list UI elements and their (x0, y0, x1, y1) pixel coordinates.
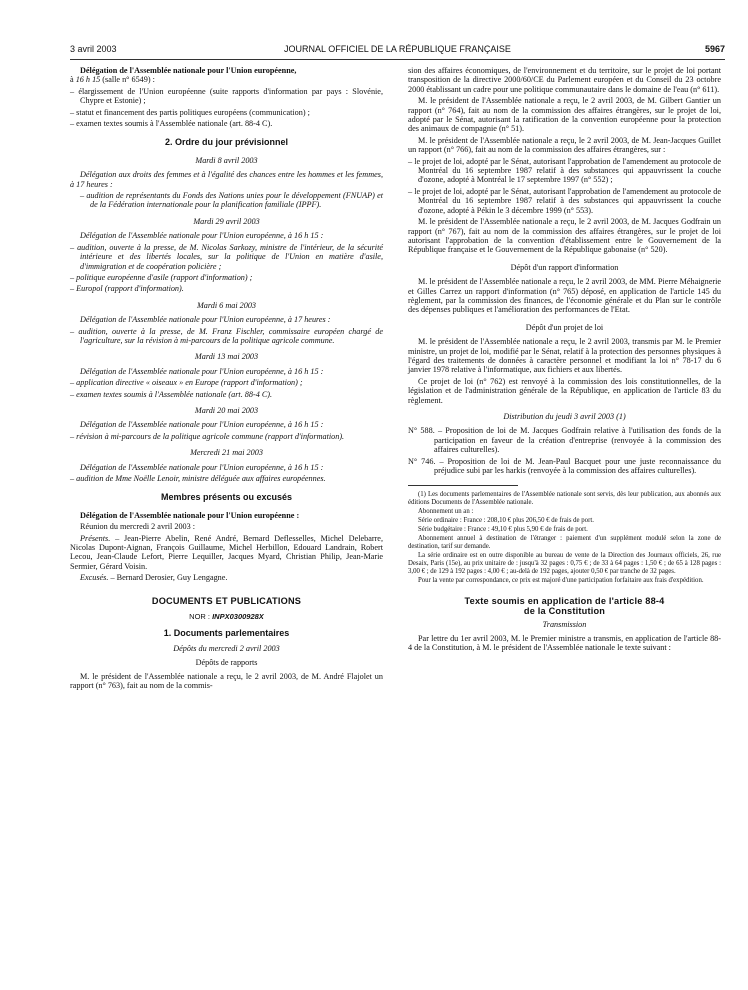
subsection-title: Dépôt d'un projet de loi (525, 322, 604, 332)
header-page-number: 5967 (704, 44, 725, 54)
textes-title-line2: de la Constitution (523, 606, 606, 617)
footnote-text: (1) Les documents parlementaires de l'Assemblée nationale sont servis, dès leur publication, aux abonnés aux éditions Documents de l'Assemblée nationale. (408, 491, 721, 507)
depots-date: Dépôts du mercredi 2 avril 2003 (173, 643, 280, 653)
list-item: – le projet de loi, adopté par le Sénat, autorisant l'approbation de l'amendement au protocole de Montréal du 16 septembre 1987 relatif à des substances qui appauvrissent la couche d'ozone, adopté à Pékin le 3 décembre 1999 (n° 553). (408, 186, 721, 215)
meeting-date: Mercredi 21 mai 2003 (190, 448, 263, 458)
meeting-reunion: Réunion du mercredi 2 avril 2003 : (80, 522, 196, 532)
meeting-intro: Délégation aux droits des femmes et à l'égalité des chances entre les hommes et les femmes, à 17 heures : (70, 170, 383, 189)
header-rule (70, 59, 725, 60)
section-title: Membres présents ou excusés (160, 492, 293, 503)
list-item: – le projet de loi, adopté par le Sénat, autorisant l'approbation de l'amendement au protocole de Montréal du 16 septembre 1987 relatif à des substances qui appauvrissent la couche d'ozone, adopté à Montréal le 17 septembre 1997 (n° 552) ; (408, 156, 721, 185)
nor-value: INPX0300928X (212, 612, 264, 622)
footnote-text: Pour la vente par correspondance, ce prix est majoré d'une participation forfaitaire aux frais d'expédition. (418, 576, 704, 584)
list-item: – examen textes soumis à l'Assemblée nationale (art. 88-4 C). (70, 119, 273, 129)
paragraph: Ce projet de loi (n° 762) est renvoyé à la commission des lois constitutionnelles, de la législation et de l'administration générale de la République, en application de l'article 83 du règlement. (408, 376, 721, 405)
nor-label: NOR : (189, 612, 213, 622)
footnote-text: Série budgétaire : France : 49,10 € plus 5,90 € de frais de port. (418, 526, 588, 534)
meeting-intro: Délégation de l'Assemblée nationale pour l'Union européenne, à 16 h 15 : (80, 366, 324, 376)
paragraph: sion des affaires économiques, de l'environnement et du territoire, sur le projet de loi portant transposition de la directive 2000/60/CE du Parlement européen et du Conseil du 23 octobre 2000 établissant un cadre pour une politique communautaire dans le domaine de l'eau (n° 611). (408, 66, 721, 94)
delegation-room: (salle n° 6549) : (100, 75, 155, 85)
section-title: 2. Ordre du jour prévisionnel (164, 137, 289, 148)
list-item: – audition, ouverte à la presse, de M. Nicolas Sarkozy, ministre de l'intérieur, de la sécurité intérieure et des libertés locales, sur la politique de l'Union en matière d'asile, d'immigration et de coopération policière ; (70, 242, 383, 271)
list-item: – audition, ouverte à la presse, de M. Franz Fischler, commissaire européen chargé de l'agriculture, sur la révision à mi-parcours de la politique agricole commune. (70, 326, 383, 345)
footnote-text: Abonnement annuel à destination de l'étranger : paiement d'un supplément modulé selon la zone de destination, tarif sur demande. (408, 534, 721, 550)
list-item: N° 588. – Proposition de loi de M. Jacques Godfrain relative à l'utilisation des fonds de la participation en faveur de la création d'entreprise (renvoyée à la commission des affaires culturelles). (408, 426, 721, 455)
header-date: 3 avril 2003 (70, 44, 117, 54)
meeting-date: Mardi 6 mai 2003 (196, 300, 257, 310)
delegation-title: Délégation de l'Assemblée nationale pour l'Union européenne : (80, 510, 300, 520)
list-item: – application directive « oiseaux » en Europe (rapport d'information) ; (70, 378, 303, 388)
meeting-date: Mardi 13 mai 2003 (194, 352, 259, 362)
list-item: – audition de représentants du Fonds des Nations unies pour le développement (FNUAP) et de la Fédération internationale pour la planification familiale (IPPF). (80, 191, 383, 210)
documents-title: DOCUMENTS ET PUBLICATIONS (151, 595, 302, 606)
excuses-label: Excusés. (80, 573, 109, 583)
footnote (408, 491, 721, 584)
presents-paragraph (70, 534, 383, 572)
paragraph: Par lettre du 1er avril 2003, M. le Premier ministre a transmis, en application de l'article 88-4 de la Constitution, à M. le président de l'Assemblée nationale le texte suivant : (408, 633, 721, 653)
nor-reference (70, 612, 383, 621)
footnote-rule (408, 485, 518, 486)
presents-list: – Jean-Pierre Abelin, René André, Bernard Deflesselles, Michel Delebarre, Nicolas Dupont-Aignan, François Guillaume, Michel Herbillon, Edouard Landrain, Robert Lecou, Jean-Claude Lefort, Pierre Lequiller, Jacques Myard, Christian Philip, Jean-Marie Sermier, Gérard Voisin. (70, 533, 383, 571)
paragraph: M. le président de l'Assemblée nationale a reçu, le 2 avril 2003, de M. Gilbert Gantier un rapport (n° 764), fait au nom de la commission des affaires étrangères, sur le projet de loi, adopté par le Sénat, autorisant la ratification de la convention européenne pour la protection des animaux de compagnie (n° 51). (408, 96, 721, 134)
depots-rapports-title: Dépôts de rapports (195, 658, 258, 668)
paragraph: M. le président de l'Assemblée nationale a reçu, le 2 avril 2003, de MM. Pierre Méhaignerie et Gilles Carrez un rapport d'information (n° 765) déposé, en application de l'article 145 du règlement, par la commission des finances, de l'économie générale et du Plan sur le contrôle des dépenses publiques et l'amélioration des performances de l'Etat. (408, 277, 721, 315)
list-item: – examen textes soumis à l'Assemblée nationale (art. 88-4 C). (70, 389, 273, 399)
delegation-time-prefix: à (70, 75, 76, 85)
excuses-paragraph (70, 573, 383, 582)
list-item: – élargissement de l'Union européenne (suite rapports d'information par pays : Slovénie, Chypre et Estonie) ; (70, 86, 383, 106)
left-column (70, 66, 383, 693)
meeting-date: Mardi 20 mai 2003 (194, 405, 259, 415)
list-item: – Europol (rapport d'information). (70, 284, 184, 294)
meeting-date: Mardi 8 avril 2003 (195, 155, 258, 165)
list-item: N° 746. – Proposition de loi de M. Jean-Paul Bacquet pour une juste reconnaissance du préjudice subi par les harkis (renvoyée à la commission des affaires culturelles). (408, 456, 721, 476)
footnote-text: La série ordinaire est en outre disponible au bureau de vente de la Direction des Journaux officiels, 26, rue Desaix, Paris (15e), au prix unitaire de : jusqu'à 32 pages : 0,75 € ; de 33 à 64 pages : 1,50 € ; de 65 à 128 pages : 3,00 € ; de 129 à 192 pages : 4,00 € ; au-delà de 192 pages, ajouter 0,50 € par tranche de 32 pages. (408, 551, 721, 575)
list-item: – politique européenne d'asile (rapport d'information) ; (70, 272, 253, 282)
list-item: – statut et financement des partis politiques européens (communication) ; (70, 107, 310, 117)
delegation-title: Délégation de l'Assemblée nationale pour l'Union européenne, (80, 66, 297, 75)
meeting-intro: Délégation de l'Assemblée nationale pour l'Union européenne, à 16 h 15 : (80, 462, 324, 472)
excuses-list: – Bernard Derosier, Guy Lengagne. (108, 573, 228, 583)
list-item: – audition de Mme Noëlle Lenoir, ministre déléguée aux affaires européennes. (70, 474, 326, 483)
meeting-intro: Délégation de l'Assemblée nationale pour l'Union européenne, à 16 h 15 : (80, 231, 324, 241)
meeting-date: Mardi 29 avril 2003 (193, 216, 260, 226)
footnote-text: Abonnement un an : (418, 508, 474, 516)
right-column (408, 66, 721, 655)
transmission-title: Transmission (542, 620, 587, 630)
paragraph: M. le président de l'Assemblée nationale a reçu, le 2 avril 2003, transmis par M. le Premier ministre, un projet de loi, modifié par le Sénat, relatif à la protection des personnes physiques à l'égard des traitements de données à caractère personnel et modifiant la loi n° 78-17 du 6 janvier 1978 relative à l'informatique, aux fichiers et aux libertés. (408, 337, 721, 375)
meeting-intro: Délégation de l'Assemblée nationale pour l'Union européenne, à 16 h 15 : (80, 420, 324, 430)
paragraph: M. le président de l'Assemblée nationale a reçu, le 2 avril 2003, de M. Jean-Jacques Guillet un rapport (n° 766), fait au nom de la commission des affaires étrangères, sur : (408, 135, 721, 155)
list-item: – révision à mi-parcours de la politique agricole commune (rapport d'information). (70, 431, 345, 441)
delegation-time: 16 h 15 (75, 75, 101, 85)
page-header (70, 44, 725, 58)
section-title: 1. Documents parlementaires (163, 628, 290, 639)
subsection-title: Dépôt d'un rapport d'information (510, 262, 619, 272)
paragraph: M. le président de l'Assemblée nationale a reçu, le 2 avril 2003, de M. André Flajolet un rapport (n° 763), fait au nom de la commis- (70, 671, 383, 691)
textes-title-line1: Texte soumis en application de l'article 88-4 (464, 596, 665, 607)
distribution-title: Distribution du jeudi 3 avril 2003 (1) (503, 412, 626, 421)
textes-title (408, 596, 721, 616)
meeting-intro: Délégation de l'Assemblée nationale pour l'Union européenne, à 17 heures : (80, 315, 331, 325)
footnote-text: Série ordinaire : France : 208,10 € plus 206,50 € de frais de port. (418, 517, 594, 525)
header-journal-title: JOURNAL OFFICIEL DE LA RÉPUBLIQUE FRANÇAISE (284, 44, 511, 54)
delegation-heading (70, 66, 383, 85)
paragraph: M. le président de l'Assemblée nationale a reçu, le 2 avril 2003, de M. Jacques Godfrain un rapport (n° 767), fait au nom de la commission des affaires étrangères, sur le projet de loi autorisant l'approbation de la convention d'établissement entre le Gouvernement de la République française et le Gouvernement de la République gabonaise (n° 520). (408, 217, 721, 255)
presents-label: Présents. (80, 533, 111, 543)
